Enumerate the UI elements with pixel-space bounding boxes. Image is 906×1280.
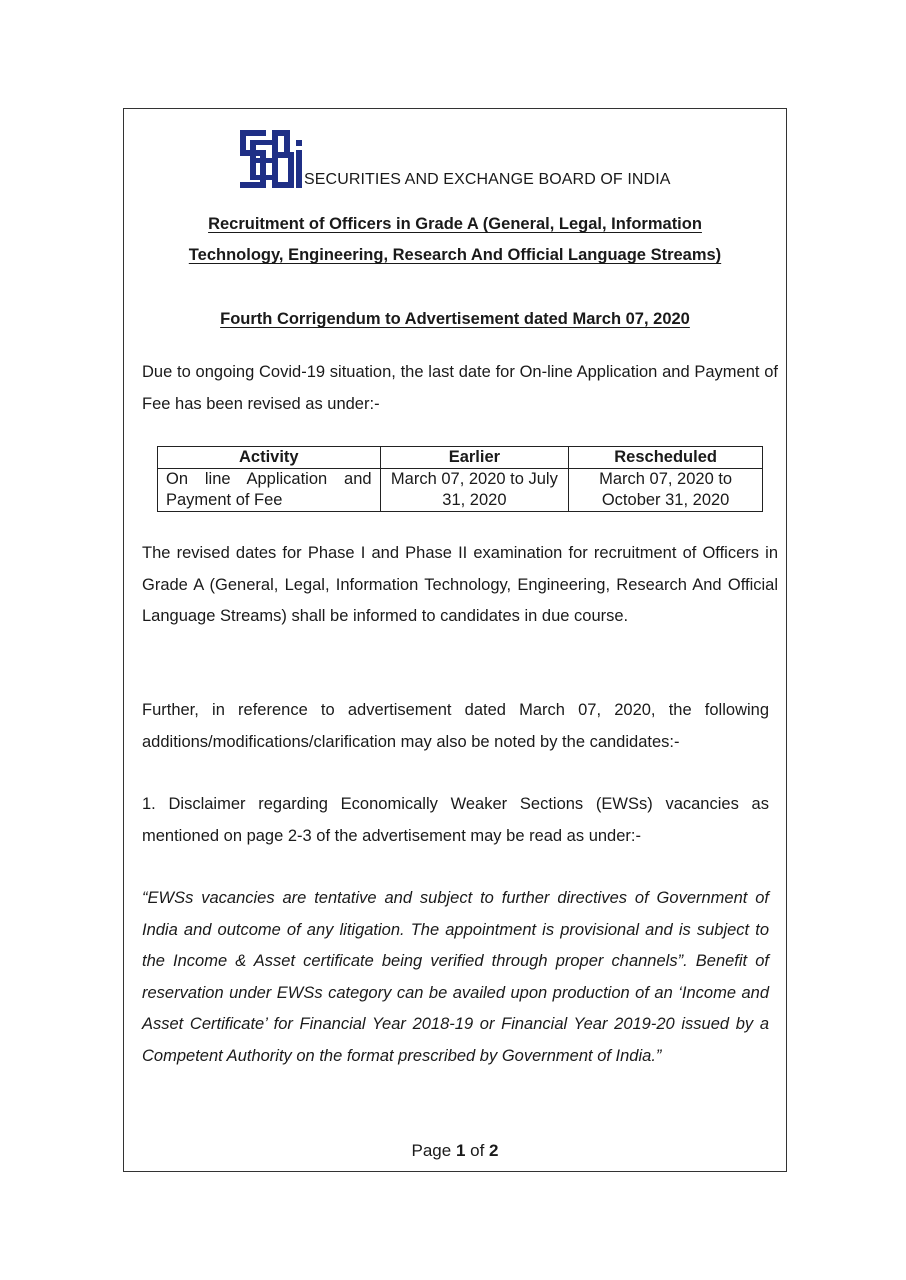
- page-of: of: [465, 1141, 490, 1160]
- intro-paragraph: Due to ongoing Covid-19 situation, the last date for On-line Application and Payment of Fee has been revised as under:-: [142, 363, 778, 413]
- item-1-paragraph: 1. Disclaimer regarding Economically Weaker Sections (EWSs) vacancies as mentioned on page 2-3 of the advertisement may be read as under:-: [142, 795, 769, 845]
- ews-disclaimer-quote: “EWSs vacancies are tentative and subject to further directives of Government of India and outcome of any litigation. The appointment is provisional and is subject to the Income & Asset certificate being verified through proper channels”. Benefit of reservation under EWSs category can be availed upon production of an ‘Income and Asset Certificate’ for Financial Year 2018-19 or Financial Year 2019-20 issued by a Competent Authority on the format prescribed by Government of India.”: [142, 889, 769, 1065]
- org-name: SECURITIES AND EXCHANGE BOARD OF INDIA: [304, 171, 671, 188]
- cell-earlier: March 07, 2020 to July 31, 2020: [380, 469, 569, 512]
- header-activity: Activity: [158, 447, 381, 469]
- title-line-1: Recruitment of Officers in Grade A (General, Legal, Information: [208, 215, 702, 233]
- title-line-2: Technology, Engineering, Research And Official Language Streams): [188, 246, 722, 264]
- total-pages: 2: [489, 1141, 499, 1160]
- schedule-table: [157, 446, 763, 512]
- further-paragraph: Further, in reference to advertisement dated March 07, 2020, the following additions/modifications/clarification may also be noted by the candidates:-: [142, 701, 769, 751]
- sebi-logo: [240, 130, 302, 188]
- header-earlier: Earlier: [380, 447, 569, 469]
- table-header-row: [158, 447, 763, 469]
- page-prefix: Page: [411, 1141, 456, 1160]
- letterhead: [240, 130, 671, 188]
- subtitle: Fourth Corrigendum to Advertisement dated March 07, 2020: [220, 310, 690, 328]
- cell-activity: On line Application and Payment of Fee: [158, 469, 381, 512]
- page-number: [123, 1141, 787, 1161]
- current-page: 1: [455, 1141, 466, 1160]
- cell-rescheduled: March 07, 2020 to October 31, 2020: [569, 469, 763, 512]
- header-rescheduled: Rescheduled: [569, 447, 763, 469]
- table-row: [158, 469, 763, 512]
- revised-dates-paragraph: The revised dates for Phase I and Phase II examination for recruitment of Officers in Grade A (General, Legal, Information Technology, Engineering, Research And Official Language Streams) shall be informed to candidates in due course.: [142, 544, 778, 625]
